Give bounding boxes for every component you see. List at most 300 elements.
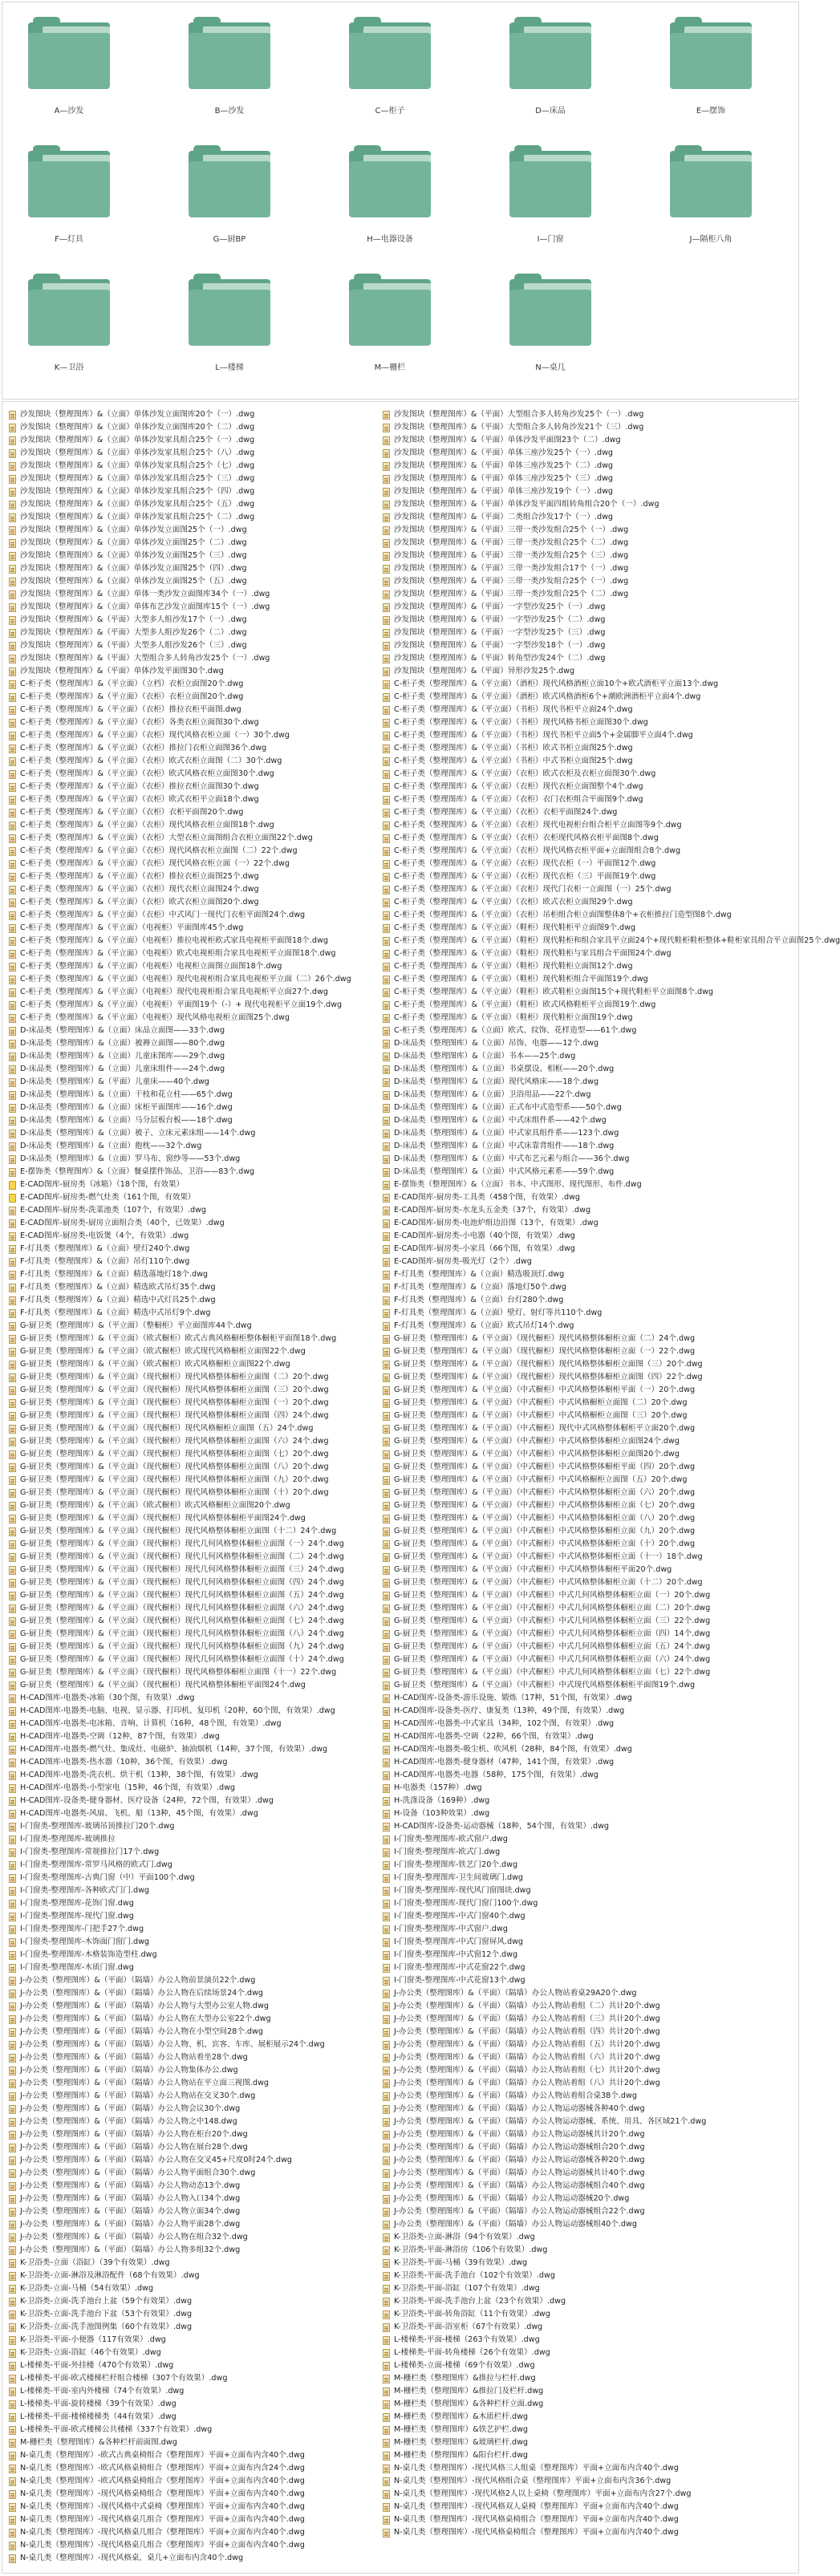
file-item[interactable] [9,1320,386,1333]
file-item[interactable] [383,1538,760,1551]
file-item[interactable] [9,1410,386,1422]
file-item[interactable] [383,1461,760,1474]
file-item[interactable] [383,1230,760,1243]
file-item[interactable] [383,1333,760,1345]
file-item[interactable] [383,1884,760,1897]
file-item[interactable] [9,1268,386,1281]
file-item[interactable] [9,1512,386,1525]
file-item[interactable] [383,2462,760,2475]
file-item[interactable] [383,1936,760,1949]
file-item[interactable] [383,550,760,562]
file-item[interactable] [9,2128,386,2141]
file-item[interactable] [9,1756,386,1769]
file-item[interactable] [383,1448,760,1461]
file-item[interactable] [383,1974,760,1987]
file-item[interactable] [9,1204,386,1217]
file-item[interactable] [383,729,760,742]
file-item[interactable] [9,1769,386,1782]
file-item[interactable] [383,1820,760,1833]
file-item[interactable] [9,1333,386,1345]
file-item[interactable] [383,909,760,922]
file-item[interactable] [383,1666,760,1679]
file-item[interactable] [9,473,386,485]
file-item[interactable] [383,1628,760,1641]
file-item[interactable] [9,1076,386,1089]
folder-item[interactable] [506,2,594,115]
file-item[interactable] [383,421,760,434]
file-item[interactable] [383,1101,760,1114]
file-item[interactable] [9,1371,386,1384]
file-item[interactable] [383,947,760,960]
file-item[interactable] [9,2488,386,2501]
file-item[interactable] [9,691,386,704]
file-item[interactable] [383,1166,760,1178]
file-item[interactable] [9,2501,386,2513]
file-item[interactable] [383,2334,760,2347]
file-item[interactable] [9,1653,386,1666]
file-item[interactable] [9,1140,386,1153]
file-item[interactable] [383,665,760,678]
file-item[interactable] [9,1063,386,1076]
folder-item[interactable] [25,259,113,371]
file-item[interactable] [9,2154,386,2167]
file-item[interactable] [9,652,386,665]
file-item[interactable] [9,832,386,845]
file-item[interactable] [383,1410,760,1422]
file-item[interactable] [383,2475,760,2488]
file-item[interactable] [383,1140,760,1153]
file-item[interactable] [9,1191,386,1204]
file-item[interactable] [383,1576,760,1589]
file-item[interactable] [9,2449,386,2462]
file-item[interactable] [9,1474,386,1487]
file-item[interactable] [9,1024,386,1037]
file-item[interactable] [383,2488,760,2501]
file-item[interactable] [383,1730,760,1743]
file-item[interactable] [9,1795,386,1807]
file-item[interactable] [383,1551,760,1564]
file-item[interactable] [9,2205,386,2218]
file-item[interactable] [9,2077,386,2090]
file-item[interactable] [383,781,760,793]
file-item[interactable] [9,2513,386,2526]
file-item[interactable] [9,665,386,678]
file-item[interactable] [383,1961,760,1974]
file-item[interactable] [383,1564,760,1576]
file-item[interactable] [9,729,386,742]
file-item[interactable] [9,2218,386,2231]
file-item[interactable] [383,793,760,806]
file-item[interactable] [9,1525,386,1538]
file-item[interactable] [9,2475,386,2488]
file-item[interactable] [383,2128,760,2141]
file-item[interactable] [9,498,386,511]
file-item[interactable] [383,1705,760,1718]
file-item[interactable] [383,2501,760,2513]
file-item[interactable] [9,2193,386,2205]
file-item[interactable] [9,2424,386,2436]
file-item[interactable] [9,1243,386,1256]
folder-item[interactable] [185,259,274,371]
file-item[interactable] [383,1294,760,1307]
file-item[interactable] [383,1949,760,1961]
file-item[interactable] [383,1872,760,1884]
file-item[interactable] [383,2244,760,2257]
file-item[interactable] [383,1487,760,1499]
file-item[interactable] [383,1589,760,1602]
file-item[interactable] [9,2359,386,2372]
file-item[interactable] [383,1397,760,1410]
file-item[interactable] [383,922,760,935]
file-item[interactable] [9,1089,386,1101]
file-item[interactable] [383,1807,760,1820]
file-item[interactable] [9,960,386,973]
file-item[interactable] [9,1743,386,1756]
file-item[interactable] [383,755,760,768]
file-item[interactable] [9,1101,386,1114]
file-item[interactable] [9,1961,386,1974]
file-item[interactable] [383,2347,760,2359]
file-item[interactable] [383,2295,760,2308]
file-item[interactable] [383,1114,760,1127]
file-item[interactable] [383,2449,760,2462]
file-item[interactable] [383,845,760,858]
file-item[interactable] [383,1435,760,1448]
file-item[interactable] [9,1846,386,1859]
file-item[interactable] [9,922,386,935]
file-item[interactable] [383,1076,760,1089]
file-item[interactable] [9,2372,386,2385]
file-item[interactable] [9,562,386,575]
file-item[interactable] [9,1461,386,1474]
file-item[interactable] [9,716,386,729]
file-item[interactable] [383,1897,760,1910]
file-item[interactable] [9,1730,386,1743]
file-item[interactable] [383,1653,760,1666]
file-item[interactable] [9,781,386,793]
file-item[interactable] [383,2077,760,2090]
file-item[interactable] [9,1987,386,2000]
file-item[interactable] [9,1384,386,1397]
file-item[interactable] [383,1024,760,1037]
file-item[interactable] [383,511,760,524]
file-item[interactable] [383,1178,760,1191]
file-item[interactable] [383,1769,760,1782]
file-item[interactable] [9,2462,386,2475]
file-item[interactable] [9,2295,386,2308]
file-item[interactable] [383,1050,760,1063]
file-item[interactable] [383,1345,760,1358]
file-item[interactable] [383,2359,760,2372]
file-item[interactable] [9,614,386,627]
file-item[interactable] [383,1153,760,1166]
file-item[interactable] [383,2436,760,2449]
file-item[interactable] [9,1487,386,1499]
folder-item[interactable] [185,131,274,243]
file-item[interactable] [9,2000,386,2013]
file-item[interactable] [9,909,386,922]
file-item[interactable] [383,2038,760,2051]
file-item[interactable] [383,562,760,575]
file-item[interactable] [9,447,386,460]
file-item[interactable] [383,960,760,973]
file-item[interactable] [9,2385,386,2398]
file-item[interactable] [9,1641,386,1653]
file-item[interactable] [383,524,760,537]
file-item[interactable] [383,883,760,896]
file-item[interactable] [383,1422,760,1435]
file-item[interactable] [9,1178,386,1191]
file-item[interactable] [9,2141,386,2154]
file-item[interactable] [383,896,760,909]
file-item[interactable] [383,1743,760,1756]
file-item[interactable] [383,2513,760,2526]
file-item[interactable] [383,1089,760,1101]
file-item[interactable] [9,806,386,819]
file-item[interactable] [9,2321,386,2334]
file-item[interactable] [9,2051,386,2064]
file-item[interactable] [383,2257,760,2270]
file-item[interactable] [9,1448,386,1461]
file-item[interactable] [9,2244,386,2257]
file-item[interactable] [9,537,386,550]
file-item[interactable] [383,614,760,627]
file-item[interactable] [9,1679,386,1692]
file-item[interactable] [383,1692,760,1705]
file-item[interactable] [9,485,386,498]
file-item[interactable] [383,473,760,485]
folder-item[interactable] [185,2,274,115]
file-item[interactable] [9,1422,386,1435]
file-item[interactable] [383,1602,760,1615]
file-item[interactable] [9,588,386,601]
file-item[interactable] [383,1256,760,1268]
file-item[interactable] [9,1615,386,1628]
file-item[interactable] [383,2051,760,2064]
file-item[interactable] [383,832,760,845]
file-item[interactable] [383,2026,760,2038]
file-item[interactable] [9,1872,386,1884]
file-item[interactable] [383,2000,760,2013]
file-item[interactable] [9,1294,386,1307]
file-item[interactable] [383,1512,760,1525]
file-item[interactable] [9,2411,386,2424]
file-item[interactable] [383,498,760,511]
file-item[interactable] [383,2398,760,2411]
file-item[interactable] [383,1718,760,1730]
file-item[interactable] [383,2321,760,2334]
file-item[interactable] [383,999,760,1012]
file-item[interactable] [383,2013,760,2026]
file-item[interactable] [383,639,760,652]
file-item[interactable] [9,755,386,768]
file-item[interactable] [9,2526,386,2539]
file-item[interactable] [9,1807,386,1820]
file-item[interactable] [383,2231,760,2244]
file-item[interactable] [383,2372,760,2385]
file-item[interactable] [9,1551,386,1564]
file-item[interactable] [9,870,386,883]
file-item[interactable] [9,627,386,639]
folder-item[interactable] [346,2,434,115]
file-item[interactable] [9,2436,386,2449]
file-item[interactable] [9,1589,386,1602]
file-item[interactable] [383,1923,760,1936]
file-item[interactable] [9,1217,386,1230]
file-item[interactable] [383,1641,760,1653]
folder-item[interactable] [667,131,755,243]
file-item[interactable] [383,1679,760,1692]
file-item[interactable] [9,2347,386,2359]
file-item[interactable] [383,1204,760,1217]
file-item[interactable] [9,1397,386,1410]
file-item[interactable] [9,550,386,562]
file-item[interactable] [383,575,760,588]
file-item[interactable] [9,2231,386,2244]
file-item[interactable] [9,1576,386,1589]
file-item[interactable] [383,2205,760,2218]
file-item[interactable] [9,1499,386,1512]
file-item[interactable] [383,1833,760,1846]
file-item[interactable] [9,2257,386,2270]
file-item[interactable] [383,1268,760,1281]
file-item[interactable] [9,1050,386,1063]
file-item[interactable] [9,1666,386,1679]
file-item[interactable] [9,793,386,806]
file-item[interactable] [9,935,386,947]
file-item[interactable] [383,1307,760,1320]
file-item[interactable] [383,588,760,601]
file-item[interactable] [9,421,386,434]
file-item[interactable] [383,2193,760,2205]
file-item[interactable] [383,2526,760,2539]
file-item[interactable] [9,511,386,524]
file-item[interactable] [9,1705,386,1718]
file-item[interactable] [9,2308,386,2321]
file-item[interactable] [9,2180,386,2193]
file-item[interactable] [9,2038,386,2051]
file-item[interactable] [383,742,760,755]
file-item[interactable] [9,883,386,896]
file-item[interactable] [9,1281,386,1294]
file-item[interactable] [9,2103,386,2116]
file-item[interactable] [383,1987,760,2000]
file-item[interactable] [383,1243,760,1256]
folder-item[interactable] [506,131,594,243]
file-item[interactable] [9,1435,386,1448]
file-item[interactable] [9,2013,386,2026]
file-item[interactable] [383,768,760,781]
file-item[interactable] [9,639,386,652]
folder-item[interactable] [25,2,113,115]
file-item[interactable] [383,447,760,460]
file-item[interactable] [9,1628,386,1641]
file-item[interactable] [9,2282,386,2295]
file-item[interactable] [383,1281,760,1294]
file-item[interactable] [9,1936,386,1949]
file-item[interactable] [383,806,760,819]
file-item[interactable] [383,870,760,883]
file-item[interactable] [9,1538,386,1551]
file-item[interactable] [383,1846,760,1859]
file-item[interactable] [9,1820,386,1833]
file-item[interactable] [9,819,386,832]
file-item[interactable] [383,1191,760,1204]
file-item[interactable] [9,1923,386,1936]
file-item[interactable] [9,2552,386,2565]
file-item[interactable] [9,1718,386,1730]
file-item[interactable] [383,2116,760,2128]
file-item[interactable] [9,2398,386,2411]
file-item[interactable] [9,1897,386,1910]
file-item[interactable] [9,858,386,870]
file-item[interactable] [9,1833,386,1846]
file-item[interactable] [383,2180,760,2193]
file-item[interactable] [383,2154,760,2167]
file-item[interactable] [9,1166,386,1178]
file-item[interactable] [9,2167,386,2180]
folder-item[interactable] [667,2,755,115]
folder-item[interactable] [25,131,113,243]
file-item[interactable] [383,858,760,870]
file-item[interactable] [383,1859,760,1872]
file-item[interactable] [383,1782,760,1795]
file-item[interactable] [9,845,386,858]
file-item[interactable] [383,986,760,999]
file-item[interactable] [9,2064,386,2077]
file-item[interactable] [383,2411,760,2424]
file-item[interactable] [9,1037,386,1050]
file-item[interactable] [383,2167,760,2180]
file-item[interactable] [383,1320,760,1333]
file-item[interactable] [383,2308,760,2321]
file-item[interactable] [9,947,386,960]
file-item[interactable] [383,485,760,498]
file-item[interactable] [383,601,760,614]
file-item[interactable] [383,2282,760,2295]
file-item[interactable] [383,1217,760,1230]
file-item[interactable] [9,2539,386,2552]
file-item[interactable] [9,524,386,537]
file-item[interactable] [9,1307,386,1320]
file-item[interactable] [9,2334,386,2347]
file-item[interactable] [9,601,386,614]
folder-item[interactable] [506,259,594,371]
file-item[interactable] [383,1384,760,1397]
file-item[interactable] [9,999,386,1012]
file-item[interactable] [383,460,760,473]
file-item[interactable] [9,2270,386,2282]
file-item[interactable] [383,678,760,691]
file-item[interactable] [383,1063,760,1076]
file-item[interactable] [9,2026,386,2038]
file-item[interactable] [9,1974,386,1987]
file-item[interactable] [383,819,760,832]
file-item[interactable] [9,2090,386,2103]
file-item[interactable] [383,691,760,704]
file-item[interactable] [383,408,760,421]
file-item[interactable] [383,935,840,947]
file-item[interactable] [9,678,386,691]
file-item[interactable] [9,742,386,755]
file-item[interactable] [383,2064,760,2077]
file-item[interactable] [9,1230,386,1243]
file-item[interactable] [9,1602,386,1615]
file-item[interactable] [383,1012,760,1024]
file-item[interactable] [383,1499,760,1512]
file-item[interactable] [9,1256,386,1268]
folder-item[interactable] [346,131,434,243]
